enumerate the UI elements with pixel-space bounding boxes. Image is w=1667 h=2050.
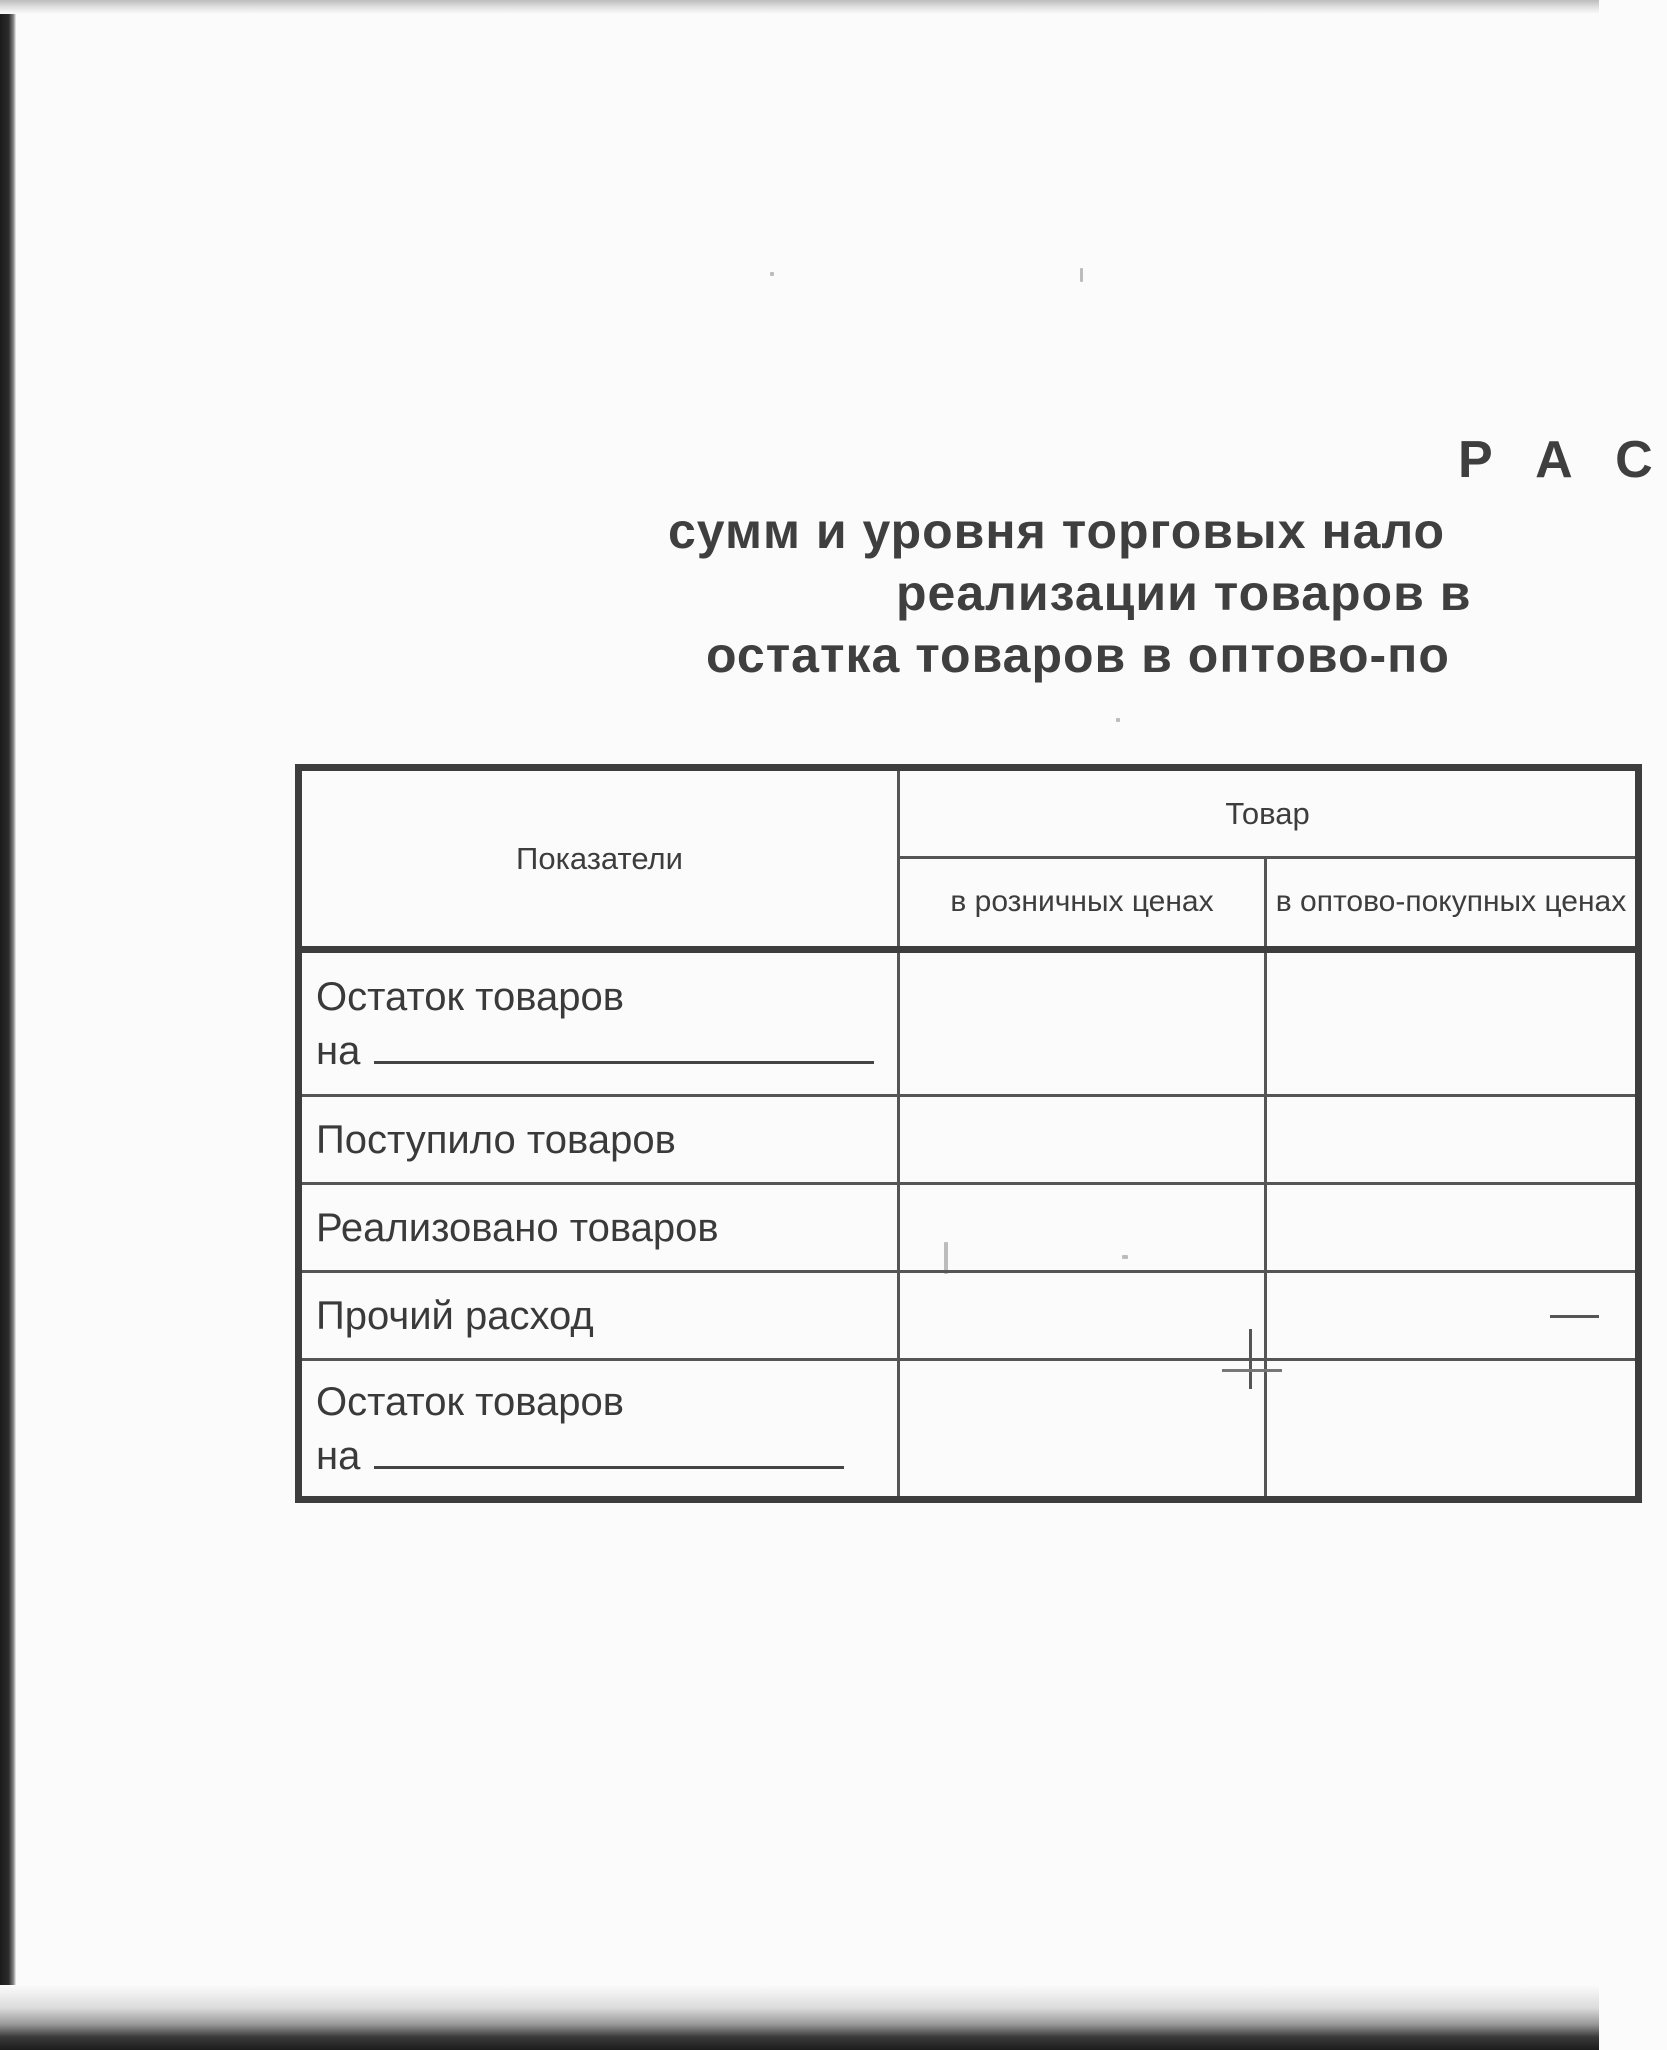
title-line-3: реализации товаров в: [896, 565, 1472, 621]
row-label-text: Остаток товаров: [316, 974, 624, 1019]
row-label-text: Остаток товаров: [316, 1379, 624, 1424]
wholesale-value-cell[interactable]: [1266, 950, 1639, 1096]
header-retail-prices: в розничных ценах: [899, 858, 1266, 950]
row-label: [299, 950, 899, 1096]
header-goods: Товар: [899, 768, 1639, 858]
retail-value-cell[interactable]: [899, 1096, 1266, 1184]
registration-cross-mark: [1222, 1329, 1282, 1389]
cross-vertical: [1249, 1329, 1252, 1389]
title-line-4: остатка товаров в оптово-по: [706, 627, 1450, 683]
row-label-on: на: [316, 1028, 361, 1073]
scan-bottom-edge: [0, 1985, 1599, 2050]
row-label: [299, 1360, 899, 1500]
retail-value-cell[interactable]: [899, 1360, 1266, 1500]
row-label: Прочий расход: [299, 1272, 899, 1360]
wholesale-value-cell[interactable]: [1266, 1184, 1639, 1272]
calculation-table: [295, 764, 1642, 1503]
date-blank-line[interactable]: [374, 1031, 874, 1064]
wholesale-value-cell[interactable]: [1266, 1360, 1639, 1500]
table-header-row: [299, 768, 1639, 858]
date-blank-line[interactable]: [374, 1436, 844, 1469]
row-label: Поступило товаров: [299, 1096, 899, 1184]
row-label-on: на: [316, 1433, 361, 1478]
table-row: [299, 1184, 1639, 1272]
title-line-2: сумм и уровня торговых нало: [668, 503, 1446, 559]
document-title: [0, 0, 1667, 760]
header-indicators: Показатели: [299, 768, 899, 950]
retail-value-cell[interactable]: [899, 1184, 1266, 1272]
header-wholesale-prices: в оптово-покупных ценах: [1266, 858, 1639, 950]
title-line-1: Р А С: [1458, 431, 1667, 489]
retail-value-cell[interactable]: [899, 1272, 1266, 1360]
table-row: [299, 1360, 1639, 1500]
retail-value-cell[interactable]: [899, 950, 1266, 1096]
wholesale-value-cell[interactable]: [1266, 1096, 1639, 1184]
row-label: Реализовано товаров: [299, 1184, 899, 1272]
cross-horizontal: [1222, 1369, 1282, 1372]
scan-stray-line: [1550, 1315, 1599, 1318]
table-row: [299, 1272, 1639, 1360]
table-row: [299, 950, 1639, 1096]
table-row: [299, 1096, 1639, 1184]
